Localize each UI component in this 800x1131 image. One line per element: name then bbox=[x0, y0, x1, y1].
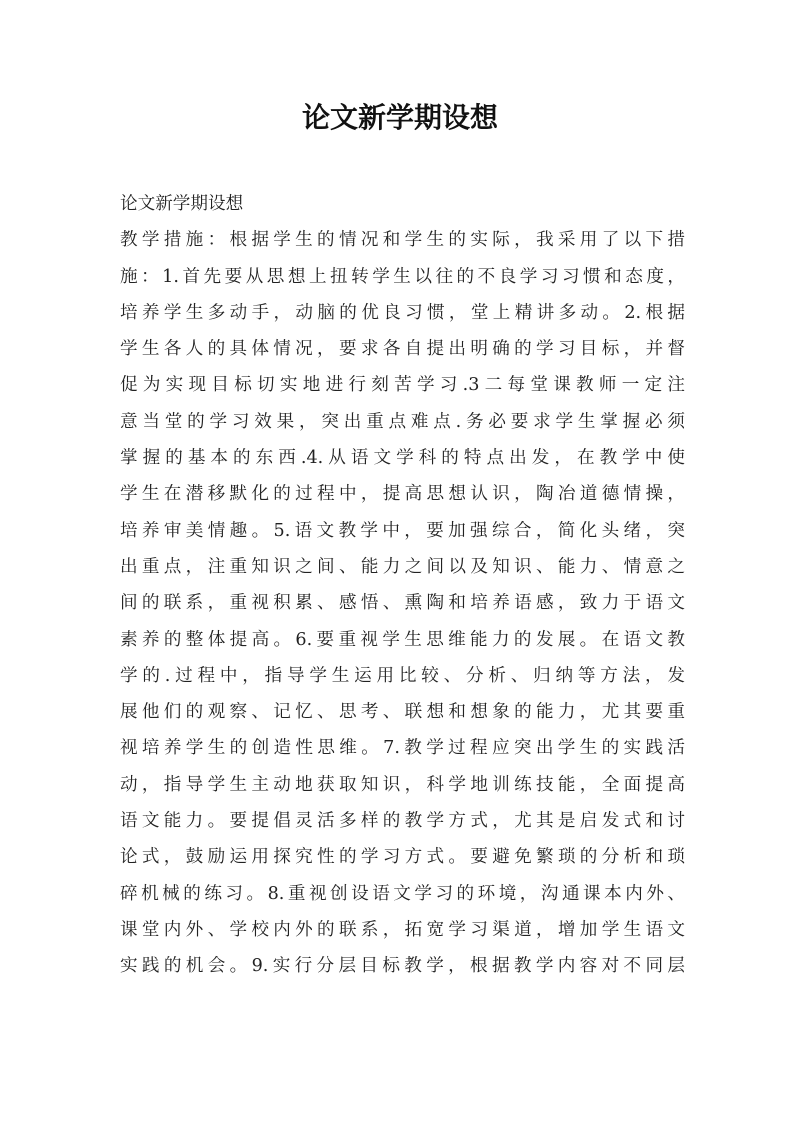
body-line: 语文能力。要提倡灵活多样的教学方式，尤其是启发式和讨 bbox=[120, 811, 685, 832]
body-line: 培养审美情趣。5.语文教学中，要加强综合，简化头绪，突 bbox=[120, 520, 685, 541]
body-line: 展他们的观察、记忆、思考、联想和想象的能力，尤其要重 bbox=[120, 702, 685, 723]
body-line: 学生各人的具体情况，要求各自提出明确的学习目标，并督 bbox=[120, 339, 685, 360]
body-line: 出重点，注重知识之间、能力之间以及知识、能力、情意之 bbox=[120, 556, 685, 577]
body-line: 碎机械的练习。8.重视创设语文学习的环境，沟通课本内外、 bbox=[120, 883, 685, 904]
body-line: 间的联系，重视积累、感悟、熏陶和培养语感，致力于语文 bbox=[120, 593, 685, 614]
body-line: 学的.过程中，指导学生运用比较、分析、归纳等方法，发 bbox=[120, 665, 685, 686]
document-title: 论文新学期设想 bbox=[301, 101, 498, 134]
body-line: 掌握的基本的东西.4.从语文学科的特点出发，在教学中使 bbox=[120, 448, 685, 469]
document-body bbox=[120, 186, 685, 985]
body-line: 论式，鼓励运用探究性的学习方式。要避免繁琐的分析和琐 bbox=[120, 847, 685, 868]
body-line: 施：1.首先要从思想上扭转学生以往的不良学习习惯和态度， bbox=[120, 266, 685, 287]
body-line: 视培养学生的创造性思维。7.教学过程应突出学生的实践活 bbox=[120, 738, 685, 759]
body-line: 动，指导学生主动地获取知识，科学地训练技能，全面提高 bbox=[120, 774, 685, 795]
body-line: 意当堂的学习效果，突出重点难点.务必要求学生掌握必须 bbox=[120, 411, 685, 432]
body-line: 培养学生多动手，动脑的优良习惯，堂上精讲多动。2.根据 bbox=[120, 302, 685, 323]
body-line: 促为实现目标切实地进行刻苦学习.3二每堂课教师一定注 bbox=[120, 375, 685, 396]
body-line-subtitle: 论文新学期设想 bbox=[120, 194, 244, 214]
body-line: 素养的整体提高。6.要重视学生思维能力的发展。在语文教 bbox=[120, 629, 685, 650]
body-line: 课堂内外、学校内外的联系，拓宽学习渠道，增加学生语文 bbox=[120, 919, 685, 940]
body-line: 学生在潜移默化的过程中，提高思想认识，陶冶道德情操， bbox=[120, 484, 685, 505]
body-line: 教学措施：根据学生的情况和学生的实际，我采用了以下措 bbox=[120, 230, 685, 251]
body-line: 实践的机会。9.实行分层目标教学，根据教学内容对不同层 bbox=[120, 956, 685, 977]
